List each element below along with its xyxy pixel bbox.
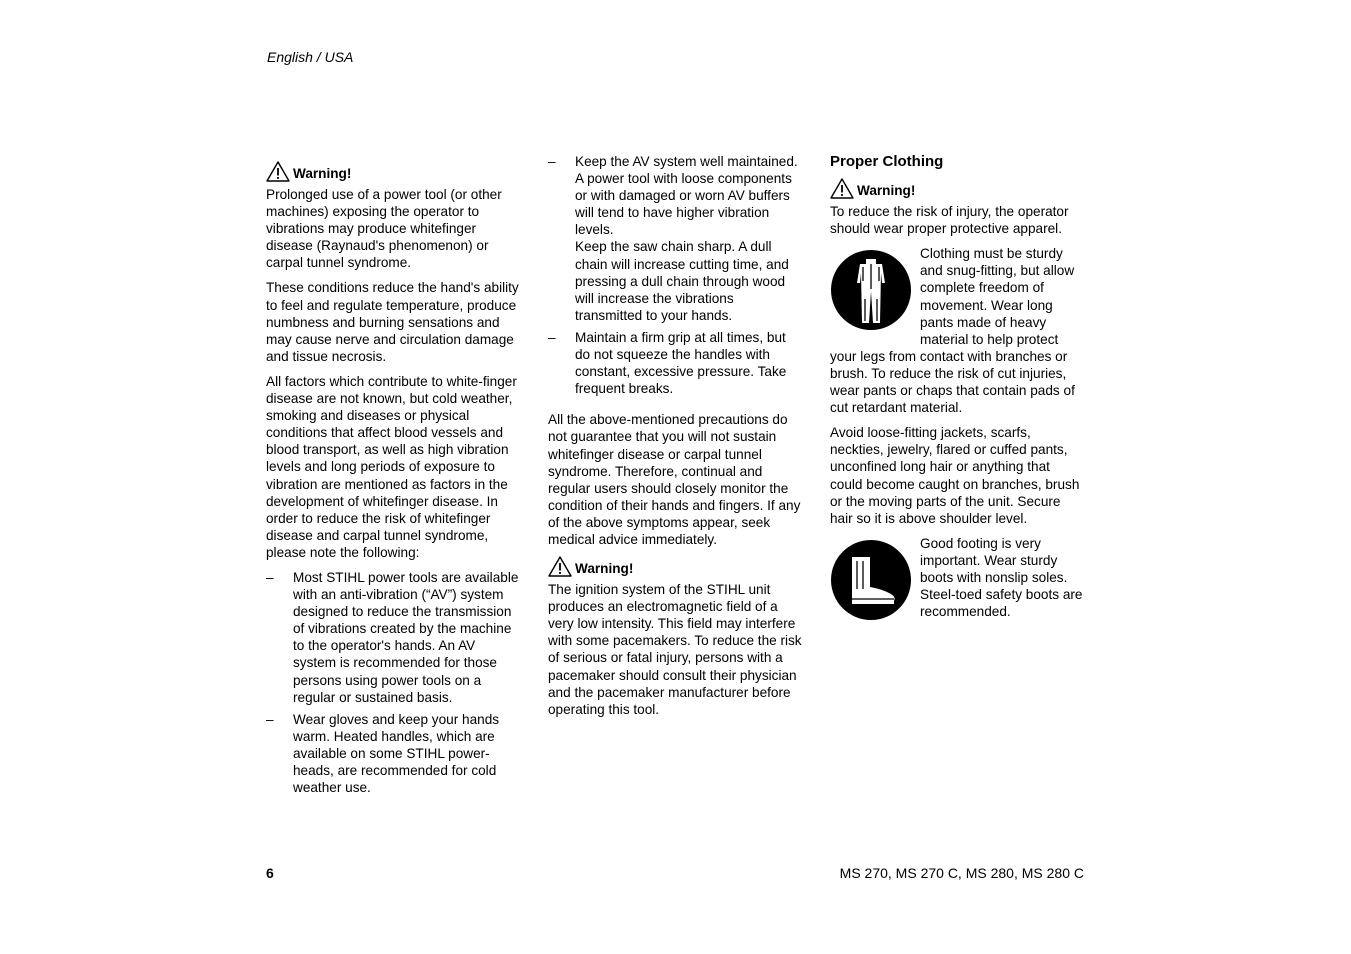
column-1: [266, 153, 520, 804]
header-language: English / USA: [267, 49, 354, 65]
paragraph: Good footing is very important. Wear sturdy boots with nonslip soles. Steel-toed safety boots are recommended.: [920, 535, 1083, 620]
protective-suit-icon: [830, 249, 912, 331]
column-2: [548, 153, 802, 726]
list-dash: –: [266, 569, 274, 585]
paragraph: Prolonged use of a power tool (or other machines) exposing the operator to vibrations may produce whitefinger disease (Raynaud's phenomenon) or carpal tunnel syndrome.: [266, 187, 502, 271]
section-title: Proper Clothing: [830, 153, 944, 170]
list-item: – Maintain a firm grip at all times, but do not squeeze the handles with constant, excessive pressure. Take frequent breaks.: [548, 329, 787, 397]
paragraph: To reduce the risk of injury, the operator should wear proper protective apparel.: [830, 204, 1069, 237]
list-item: – Most STIHL power tools are available with an anti-vibration (“AV”) system designed to reduce the transmission of vibrations created by the machine to the operator's hands. An AV system is recommended for those persons using power tools on a regular or sustained basis.: [266, 569, 519, 705]
warning-heading: [266, 161, 520, 182]
list-item: – Wear gloves and keep your hands warm. Heated handles, which are available on some STIHL power-heads, are recommended for cold weather use.: [266, 711, 500, 796]
paragraph: Avoid loose-fitting jackets, scarfs, neckties, jewelry, flared or cuffed pants, unconfined long hair or anything that could become caught on branches, brush or the moving parts of the unit. Secure hair so it is above shoulder level.: [830, 425, 1080, 526]
safety-boot-icon: [830, 539, 912, 621]
paragraph: All factors which contribute to white-finger disease are not known, but cold weather, smoking and diseases or physical conditions that affect blood vessels and blood transport, as well as high vibration levels and long periods of exposure to vibration are mentioned as factors in the development of whitefinger disease. In order to reduce the risk of whitefinger disease and carpal tunnel syndrome, please note the following:: [266, 373, 517, 560]
warning-triangle-icon: [266, 161, 290, 182]
list-item: – Keep the AV system well maintained. A power tool with loose components or with damaged or worn AV buffers will tend to have higher vibration levels. Keep the saw chain sharp. A dull chain will increase cutting time, and pressing a dull chain through wood will increase the vibrations transmitted to your hands.: [548, 154, 798, 323]
dash-list: [266, 569, 520, 796]
list-dash: –: [548, 154, 556, 169]
warning-triangle-icon: [548, 556, 572, 577]
warning-heading: [548, 556, 802, 577]
paragraph: Clothing must be sturdy and snug-fitting, but allow complete freedom of movement. Wear long pants made of heavy material to help protect your legs from contact with branches or brush. To reduce the risk of cut injuries, wear pants or chaps that contain pads of cut retardant material.: [830, 246, 1075, 416]
list-dash: –: [266, 711, 274, 727]
page-number: 6: [266, 865, 274, 881]
warning-triangle-icon: [830, 178, 854, 199]
list-dash: –: [548, 329, 556, 345]
warning-heading: [830, 178, 1086, 199]
dash-list: [548, 153, 802, 397]
warning-label: Warning!: [293, 165, 352, 181]
paragraph: These conditions reduce the hand's ability to feel and regulate temperature, produce numbness and burning sensations and may cause nerve and circulation damage and tissue necrosis.: [266, 280, 519, 364]
warning-label: Warning!: [857, 183, 916, 198]
paragraph: All the above-mentioned precautions do not guarantee that you will not sustain whitefinger disease or carpal tunnel syndrome. Therefore, continual and regular users should closely monitor the condition of their hands and fingers. If any of the above symptoms appear, seek medical advice immediately.: [548, 412, 801, 547]
column-3: [830, 153, 1086, 628]
model-footer: MS 270, MS 270 C, MS 280, MS 280 C: [839, 865, 1084, 881]
warning-label: Warning!: [575, 560, 634, 576]
paragraph: The ignition system of the STIHL unit produces an electromagnetic field of a very low intensity. This field may interfere with some pacemakers. To reduce the risk of serious or fatal injury, persons with a pacemaker should consult their physician and the pacemaker manufacturer before operating this tool.: [548, 582, 802, 717]
